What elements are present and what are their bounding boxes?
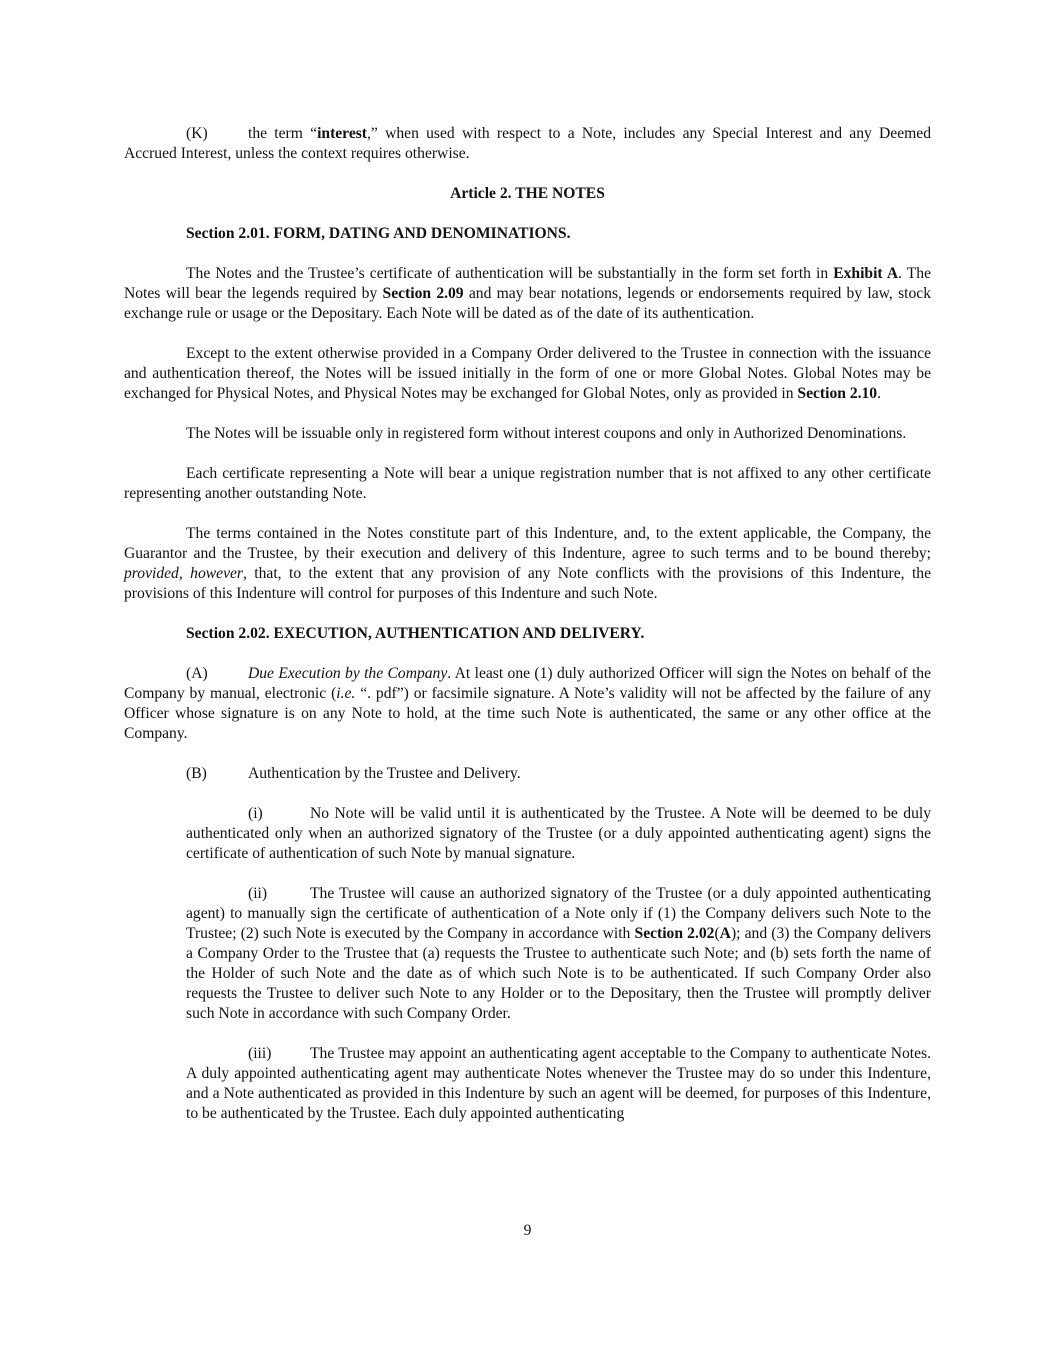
document-page (124, 124, 931, 1144)
clause-label: (K) (186, 125, 208, 142)
clause-label: (B) (186, 765, 207, 782)
clause-b-i: (i) No Note will be valid until it is authenticated by the Trustee. A Note will be deemed to be duly authenticated only when an authorized signatory of the Trustee (or a duly appointed authenticating agent) signs the certificate of authentication of such Note by manual signature. (186, 805, 931, 862)
clause-b: (B) Authentication by the Trustee and Delivery. (186, 765, 521, 782)
clause-label: (A) (186, 665, 208, 682)
section-2-01-paragraph-1: The Notes and the Trustee’s certificate of authentication will be substantially in the form set forth in Exhibit A. The Notes will bear the legends required by Section 2.09 and may bear notations, legends or endorsements required by law, stock exchange rule or usage or the Depositary. Each Note will be dated as of the date of its authentication. (124, 265, 931, 322)
clause-b-iii: (iii) The Trustee may appoint an authenticating agent acceptable to the Company to authenticate Notes. A duly appointed authenticating agent may authenticate Notes whenever the Trustee may do so under this Indenture, and a Note authenticated as provided in this Indenture by such an agent will be deemed, for purposes of this Indenture, to be authenticated by the Trustee. Each duly appointed authenticating (186, 1045, 931, 1122)
section-2-01-paragraph-2: Except to the extent otherwise provided in a Company Order delivered to the Trustee in connection with the issuance and authentication thereof, the Notes will be issued initially in the form of one or more Global Notes. Global Notes may be exchanged for Physical Notes, and Physical Notes may be exchanged for Global Notes, only as provided in Section 2.10. (124, 345, 931, 402)
section-2-01-heading: Section 2.01. FORM, DATING AND DENOMINATIONS. (186, 225, 571, 242)
article-title: Article 2. THE NOTES (450, 185, 605, 202)
section-2-02-heading: Section 2.02. EXECUTION, AUTHENTICATION AND DELIVERY. (186, 625, 645, 642)
clause-b-ii: (ii) The Trustee will cause an authorized signatory of the Trustee (or a duly appointed authenticating agent) to manually sign the certificate of authentication of a Note only if (1) the Company delivers such Note to the Trustee; (2) such Note is executed by the Company in accordance with Section 2.02(A); and (3) the Company delivers a Company Order to the Trustee that (a) requests the Trustee to authenticate such Note; and (b) sets forth the name of the Holder of such Note and the date as of which such Note is to be authenticated. If such Company Order also requests the Trustee to deliver such Note to any Holder or to the Depositary, then the Trustee will promptly deliver such Note in accordance with such Company Order. (186, 885, 931, 1022)
clause-label: (i) (248, 805, 263, 822)
clause-a: (A) Due Execution by the Company. At least one (1) duly authorized Officer will sign the Notes on behalf of the Company by manual, electronic (i.e. “. pdf”) or facsimile signature. A Note’s validity will not be affected by the failure of any Officer whose signature is on any Note to hold, at the time such Note is authenticated, the same or any other office at the Company. (124, 665, 931, 742)
clause-label: (iii) (248, 1045, 272, 1062)
section-2-01-paragraph-3: The Notes will be issuable only in registered form without interest coupons and only in Authorized Denominations. (186, 425, 907, 442)
section-2-01-paragraph-4: Each certificate representing a Note will bear a unique registration number that is not affixed to any other certificate representing another outstanding Note. (124, 465, 931, 502)
section-2-01-paragraph-5: The terms contained in the Notes constitute part of this Indenture, and, to the extent applicable, the Company, the Guarantor and the Trustee, by their execution and delivery of this Indenture, agree to such terms and to be bound thereby; provided, however, that, to the extent that any provision of any Note conflicts with the provisions of this Indenture, the provisions of this Indenture will control for purposes of this Indenture and such Note. (124, 525, 931, 602)
clause-label: (ii) (248, 885, 268, 902)
paragraph-k: (K) the term “interest,” when used with respect to a Note, includes any Special Interest and any Deemed Accrued Interest, unless the context requires otherwise. (124, 125, 931, 162)
page-number: 9 (523, 1222, 532, 1239)
